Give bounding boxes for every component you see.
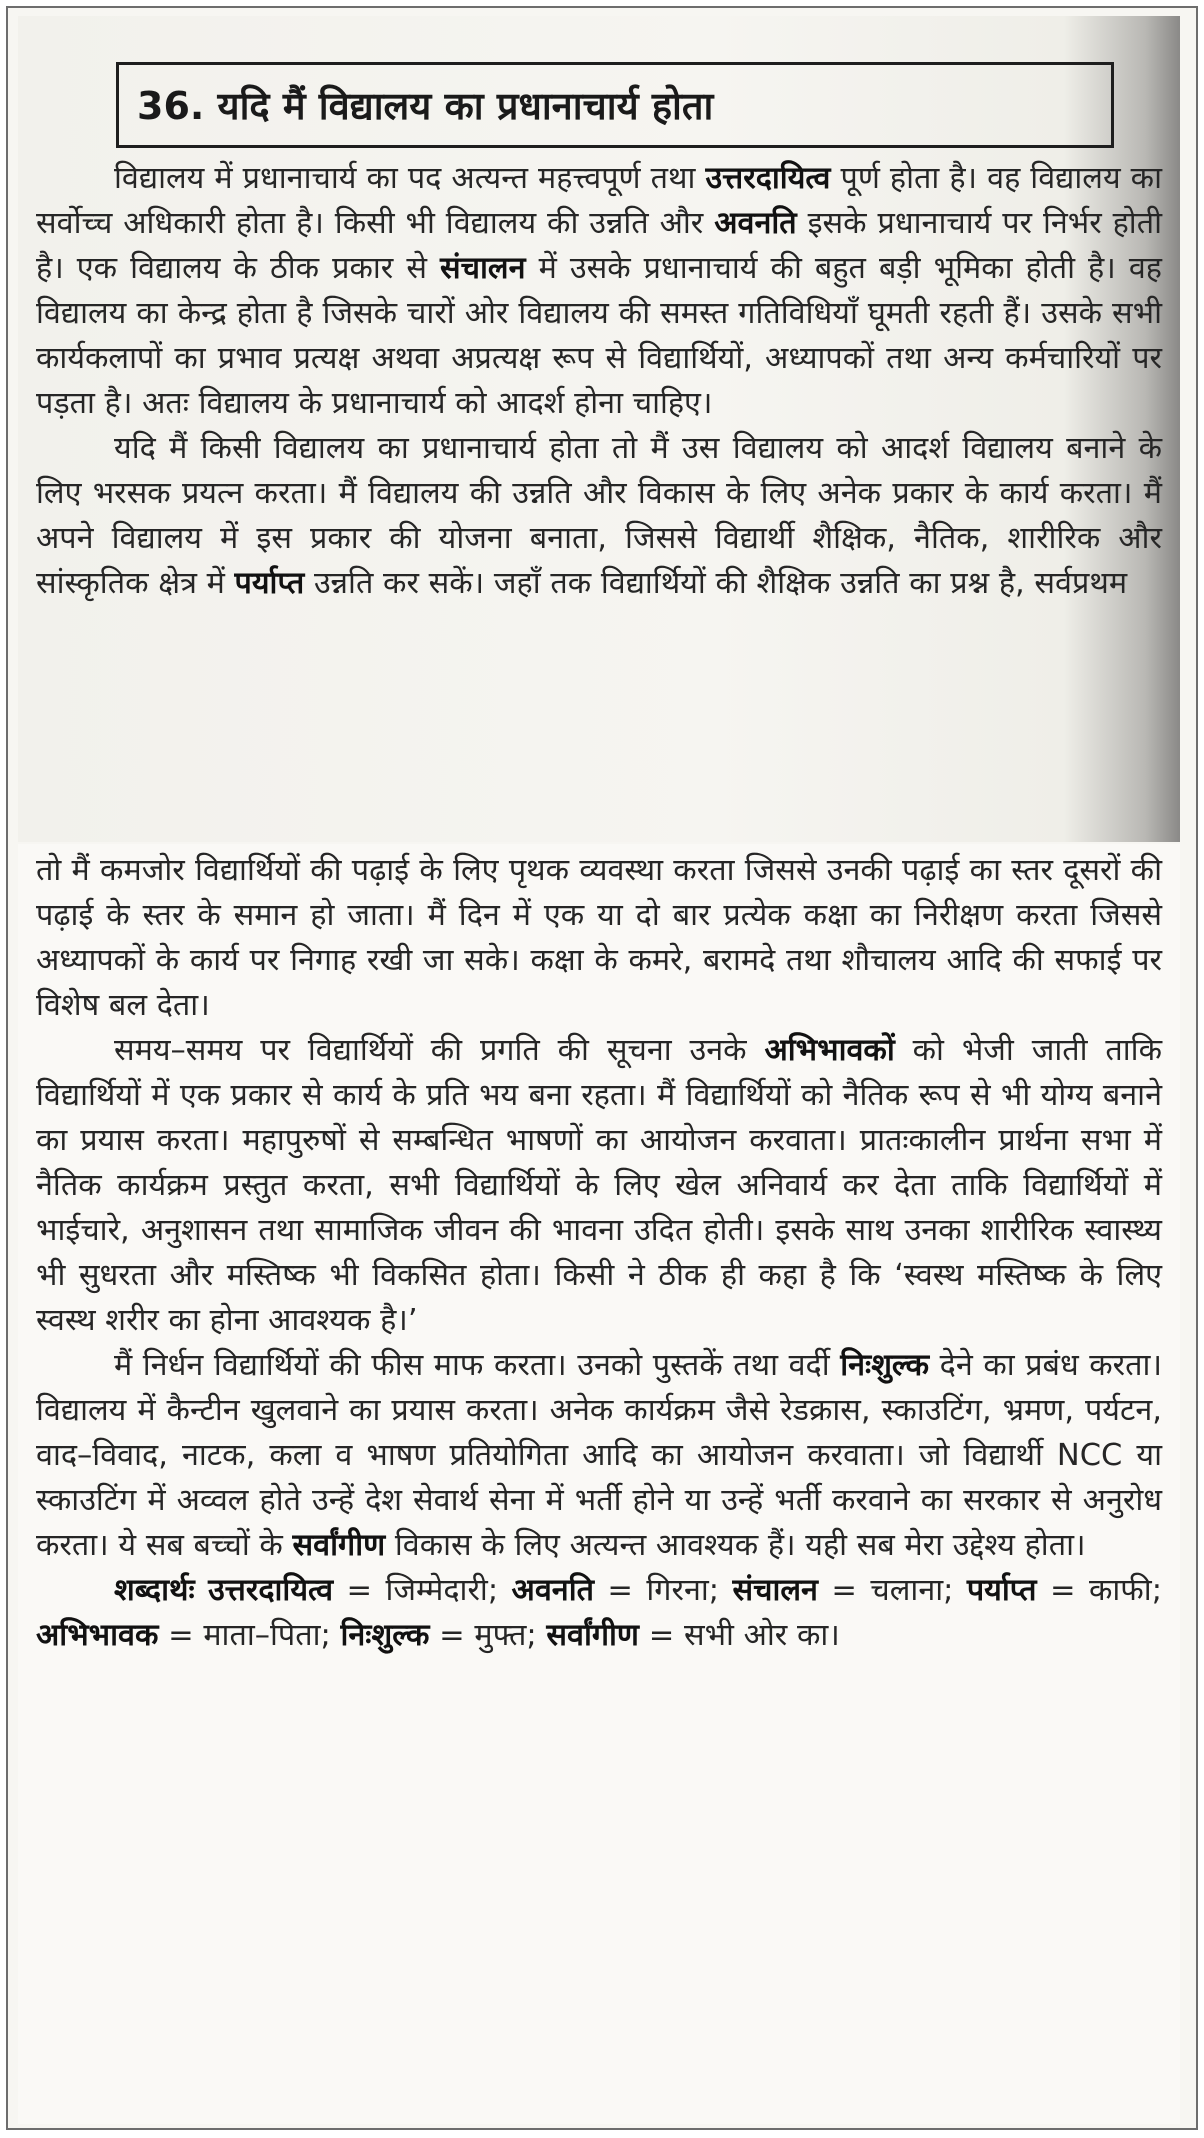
keyword: संचालन [440, 251, 526, 286]
paragraph-2: यदि मैं किसी विद्यालय का प्रधानाचार्य होता तो मैं उस विद्यालय को आदर्श विद्यालय बनाने के लिए भरसक प्रयत्न करता। मैं विद्यालय की उन्नति और विकास के लिए अनेक प्रकार के कार्य करता। मैं अपने विद्यालय में इस प्रकार की योजना बनाता, जिससे विद्यार्थी शैक्षिक, नैतिक, शारीरिक और सांस्कृतिक क्षेत्र में पर्याप्त उन्नति कर सकें। जहाँ तक विद्यार्थियों की शैक्षिक उन्नति का प्रश्न है, सर्वप्रथम [36, 431, 1162, 601]
scan-upper [18, 16, 1180, 842]
keyword: पर्याप्त [234, 566, 305, 601]
keyword: उत्तरदायित्व [705, 161, 831, 196]
glossary: शब्दार्थः उत्तरदायित्व = जिम्मेदारी; अवनति = गिरना; संचालन = चलाना; पर्याप्त = काफी; अभिभावक = माता–पिता; निःशुल्क = मुफ्त; सर्वांगीण = सभी ओर का। [36, 1573, 1162, 1653]
essay-title [116, 62, 1114, 148]
glossary-heading: शब्दार्थः [114, 1573, 195, 1608]
paragraph-3: समय–समय पर विद्यार्थियों की प्रगति की सूचना उनके अभिभावकों को भेजी जाती ताकि विद्यार्थियों में एक प्रकार से कार्य के प्रति भय बना रहता। मैं विद्यार्थियों को नैतिक रूप से भी योग्य बनाने का प्रयास करता। महापुरुषों से सम्बन्धित भाषणों का आयोजन करवाता। प्रातःकालीन प्रार्थना सभा में नैतिक कार्यक्रम प्रस्तुत करता, सभी विद्यार्थियों के लिए खेल अनिवार्य कर देता ताकि विद्यार्थियों में भाईचारे, अनुशासन तथा सामाजिक जीवन की भावना उदित होती। इसके साथ उनका शारीरिक स्वास्थ्य भी सुधरता और मस्तिष्क भी विकसित होता। किसी ने ठीक ही कहा है कि ‘स्वस्थ मस्तिष्क के लिए स्वस्थ शरीर का होना आवश्यक है।’ [36, 1033, 1162, 1338]
essay-title-text: 36. यदि मैं विद्यालय का प्रधानाचार्य होता [137, 84, 714, 128]
keyword: अभिभावकों [764, 1033, 895, 1068]
paragraph-4: मैं निर्धन विद्यार्थियों की फीस माफ करता। उनको पुस्तकें तथा वर्दी निःशुल्क देने का प्रबंध करता। विद्यालय में कैन्टीन खुलवाने का प्रयास करता। अनेक कार्यक्रम जैसे रेडक्रास, स्काउटिंग, भ्रमण, पर्यटन, वाद–विवाद, नाटक, कला व भाषण प्रतियोगिता आदि का आयोजन करवाता। जो विद्यार्थी NCC या स्काउटिंग में अव्वल होते उन्हें देश सेवार्थ सेना में भर्ती होने या उन्हें भर्ती करवाने का सरकार से अनुरोध करता। ये सब बच्चों के सर्वांगीण विकास के लिए अत्यन्त आवश्यक हैं। यही सब मेरा उद्देश्य होता। [36, 1348, 1163, 1563]
keyword: निःशुल्क [840, 1348, 930, 1383]
keyword: सर्वांगीण [292, 1528, 386, 1563]
keyword: अवनति [714, 206, 797, 241]
essay-body-lower [18, 848, 1168, 1658]
book-page [6, 6, 1198, 2130]
essay-body-upper [18, 156, 1168, 606]
paragraph-1: विद्यालय में प्रधानाचार्य का पद अत्यन्त महत्त्वपूर्ण तथा उत्तरदायित्व पूर्ण होता है। वह विद्यालय का सर्वोच्च अधिकारी होता है। किसी भी विद्यालय की उन्नति और अवनति इसके प्रधानाचार्य पर निर्भर होती है। एक विद्यालय के ठीक प्रकार से संचालन में उसके प्रधानाचार्य की बहुत बड़ी भूमिका होती है। वह विद्यालय का केन्द्र होता है जिसके चारों ओर विद्यालय की समस्त गतिविधियाँ घूमती रहती हैं। उसके सभी कार्यकलापों का प्रभाव प्रत्यक्ष अथवा अप्रत्यक्ष रूप से विद्यार्थियों, अध्यापकों तथा अन्य कर्मचारियों पर पड़ता है। अतः विद्यालय के प्रधानाचार्य को आदर्श होना चाहिए। [36, 161, 1163, 421]
scan-lower [18, 844, 1180, 2124]
paragraph-2-continued: तो मैं कमजोर विद्यार्थियों की पढ़ाई के लिए पृथक व्यवस्था करता जिससे उनकी पढ़ाई का स्तर दूसरों की पढ़ाई के स्तर के समान हो जाता। मैं दिन में एक या दो बार प्रत्येक कक्षा का निरीक्षण करता जिससे अध्यापकों के कार्य पर निगाह रखी जा सके। कक्षा के कमरे, बरामदे तथा शौचालय आदि की सफाई पर विशेष बल देता। [36, 853, 1162, 1023]
